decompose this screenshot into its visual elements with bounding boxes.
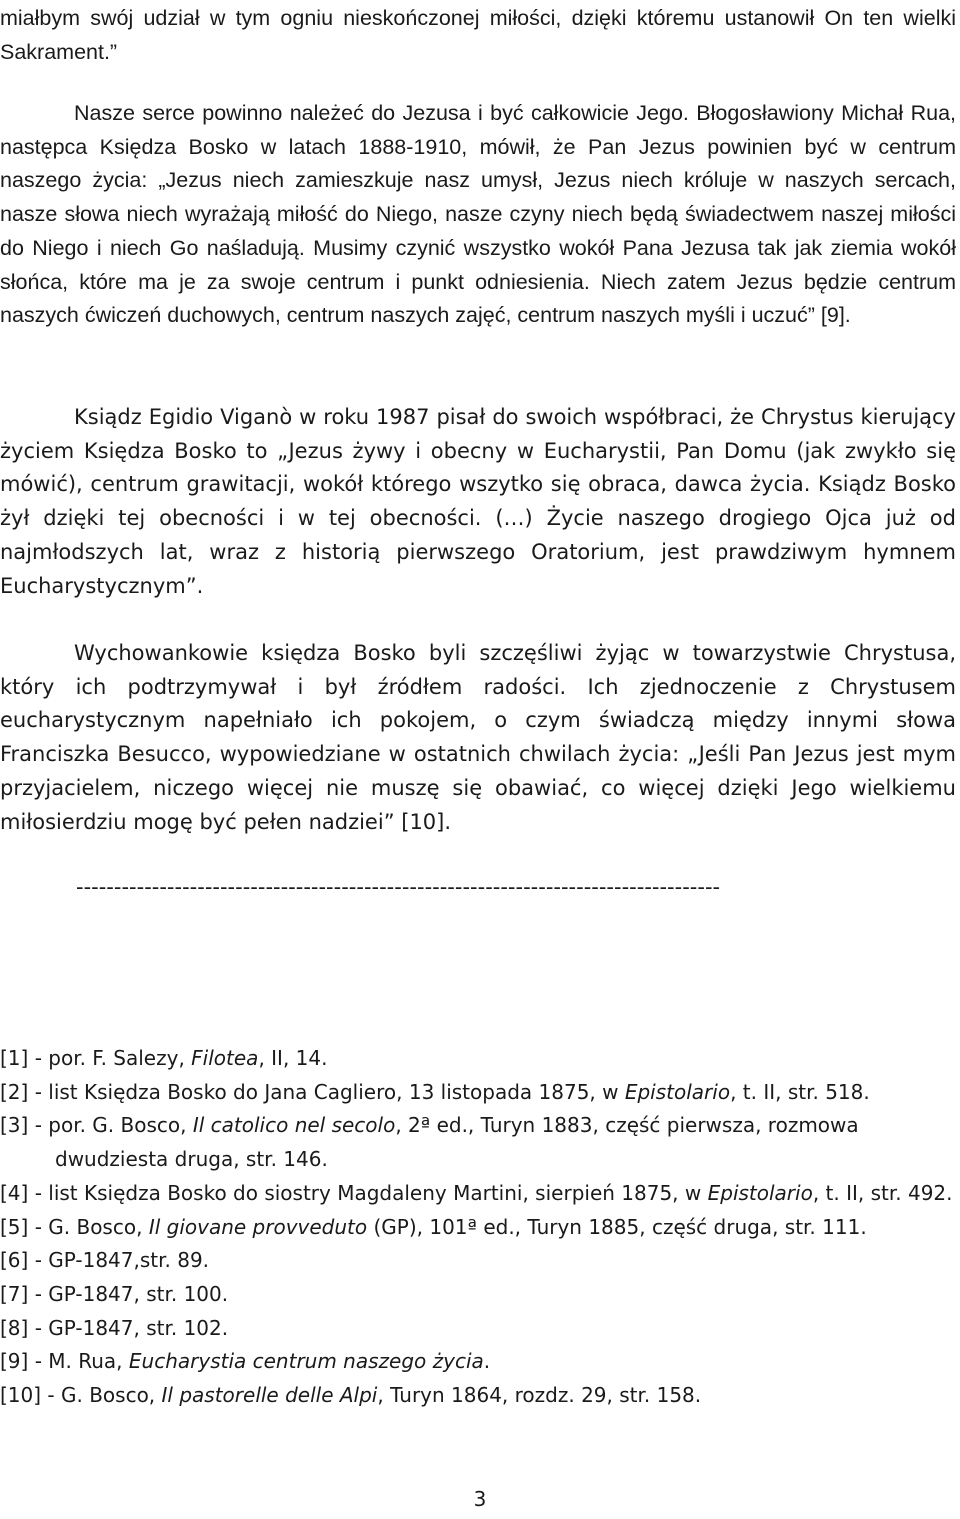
- paragraph-vigano: Ksiądz Egidio Viganò w roku 1987 pisał do swoich współbraci, że Chrystus kierujący życiem Księdza Bosko to „Jezus żywy i obecny w Eucharystii, Pan Domu (jak zwykło się mówić), centrum grawitacji, wokół którego wszytko się obraca, dawca życia. Ksiądz Bosko żył dzięki tej obecności i w tej obecności. (…) Życie naszego drogiego Ojca już od najmłodszych lat, wraz z historią pierwszego Oratorium, jest prawdziwym hymnem Eucharystycznym”.: [0, 405, 956, 598]
- footnote-text: [3] - por. G. Bosco,: [0, 1113, 193, 1138]
- paragraph-besucco: Wychowankowie księdza Bosko byli szczęśliwi żyjąc w towarzystwie Chrystusa, który ich podtrzymywał i był źródłem radości. Ich zjednoczenie z Chrystusem eucharystycznym napełniało ich pokojem, o czym świadczą między innymi słowa Franciszka Besucco, wypowiedziane w ostatnich chwilach życia: „Jeśli Pan Jezus jest mym przyjacielem, niczego więcej nie muszę się obawiać, co więcej dzięki Jego wielkiemu miłosierdziu mogę być pełen nadziei” [10].: [0, 641, 956, 834]
- footnote-item: [0, 1278, 958, 1312]
- footnote-title: Epistolario: [624, 1079, 731, 1104]
- footnote-item: [0, 1379, 958, 1413]
- footnote-text: [1] - por. F. Salezy,: [0, 1046, 192, 1070]
- footnote-text: [7] - GP-1847, str. 100.: [0, 1281, 229, 1306]
- footnote-text: , t. II, str. 518.: [730, 1079, 870, 1104]
- footnote-title: Il giovane provveduto: [148, 1214, 368, 1239]
- paragraph-continuation: miałbym swój udział w tym ogniu nieskończonej miłości, dzięki któremu ustanowił On ten wielki Sakrament.”: [0, 6, 956, 64]
- footnote-title: Il pastorelle delle Alpi: [161, 1383, 378, 1408]
- footnote-item: [0, 1076, 958, 1110]
- footnote-title: Il catolico nel secolo: [192, 1113, 396, 1138]
- paragraph-rua: Nasze serce powinno należeć do Jezusa i być całkowicie Jego. Błogosławiony Michał Rua, następca Księdza Bosko w latach 1888-1910, mówił, że Pan Jezus powinien być w centrum naszego życia: „Jezus niech zamieszkuje nasz umysł, Jezus niech króluje w naszych sercach, nasze słowa niech wyrażają miłość do Niego, nasze czyny niech będą świadectwem naszej miłości do Niego i niech Go naśladują. Musimy czynić wszystko wokół Pana Jezusa tak jak ziemia wokół słońca, które ma je za swoje centrum i punkt odniesienia. Niech zatem Jezus będzie centrum naszych ćwiczeń duchowych, centrum naszych zajęć, centrum naszych myśli i uczuć” [9].: [0, 101, 956, 328]
- footnote-item: [0, 1042, 958, 1076]
- footnote-text: , t. II, str. 492.: [812, 1180, 953, 1205]
- footnote-item: [0, 1109, 958, 1176]
- footnote-list: [0, 1042, 958, 1413]
- footnote-item: [0, 1244, 958, 1278]
- footnote-separator: -------------------------------------------------------------------------------------: [76, 875, 721, 899]
- footnote-item: [0, 1177, 958, 1211]
- footnote-title: Epistolario: [707, 1180, 813, 1205]
- footnote-text: [9] - M. Rua,: [0, 1349, 129, 1374]
- footnote-title: Eucharystia centrum naszego życia: [128, 1349, 484, 1374]
- footnote-text: [5] - G. Bosco,: [0, 1214, 149, 1239]
- footnote-item: [0, 1345, 958, 1379]
- footnote-text: [6] - GP-1847,str. 89.: [0, 1248, 210, 1273]
- footnote-item: [0, 1211, 958, 1245]
- footnote-text: [4] - list Księdza Bosko do siostry Magdaleny Martini, sierpień 1875, w: [0, 1180, 708, 1205]
- footnote-text: [8] - GP-1847, str. 102.: [0, 1315, 229, 1340]
- footnote-text: , Turyn 1864, rozdz. 29, str. 158.: [377, 1383, 702, 1408]
- footnote-text: , II, 14.: [258, 1046, 328, 1070]
- footnote-text: [2] - list Księdza Bosko do Jana Cagliero, 13 listopada 1875, w: [0, 1079, 625, 1104]
- footnote-title: Filotea: [191, 1046, 259, 1070]
- footnote-text: [10] - G. Bosco,: [0, 1383, 162, 1408]
- footnote-item: [0, 1312, 958, 1346]
- page-number: 3: [473, 1487, 487, 1511]
- footnote-text: .: [483, 1349, 491, 1374]
- footnote-text: , 2ª ed., Turyn 1883, część pierwsza, rozmowa dwudziesta druga, str. 146.: [55, 1113, 859, 1172]
- footnote-text: (GP), 101ª ed., Turyn 1885, część druga, str. 111.: [367, 1214, 867, 1239]
